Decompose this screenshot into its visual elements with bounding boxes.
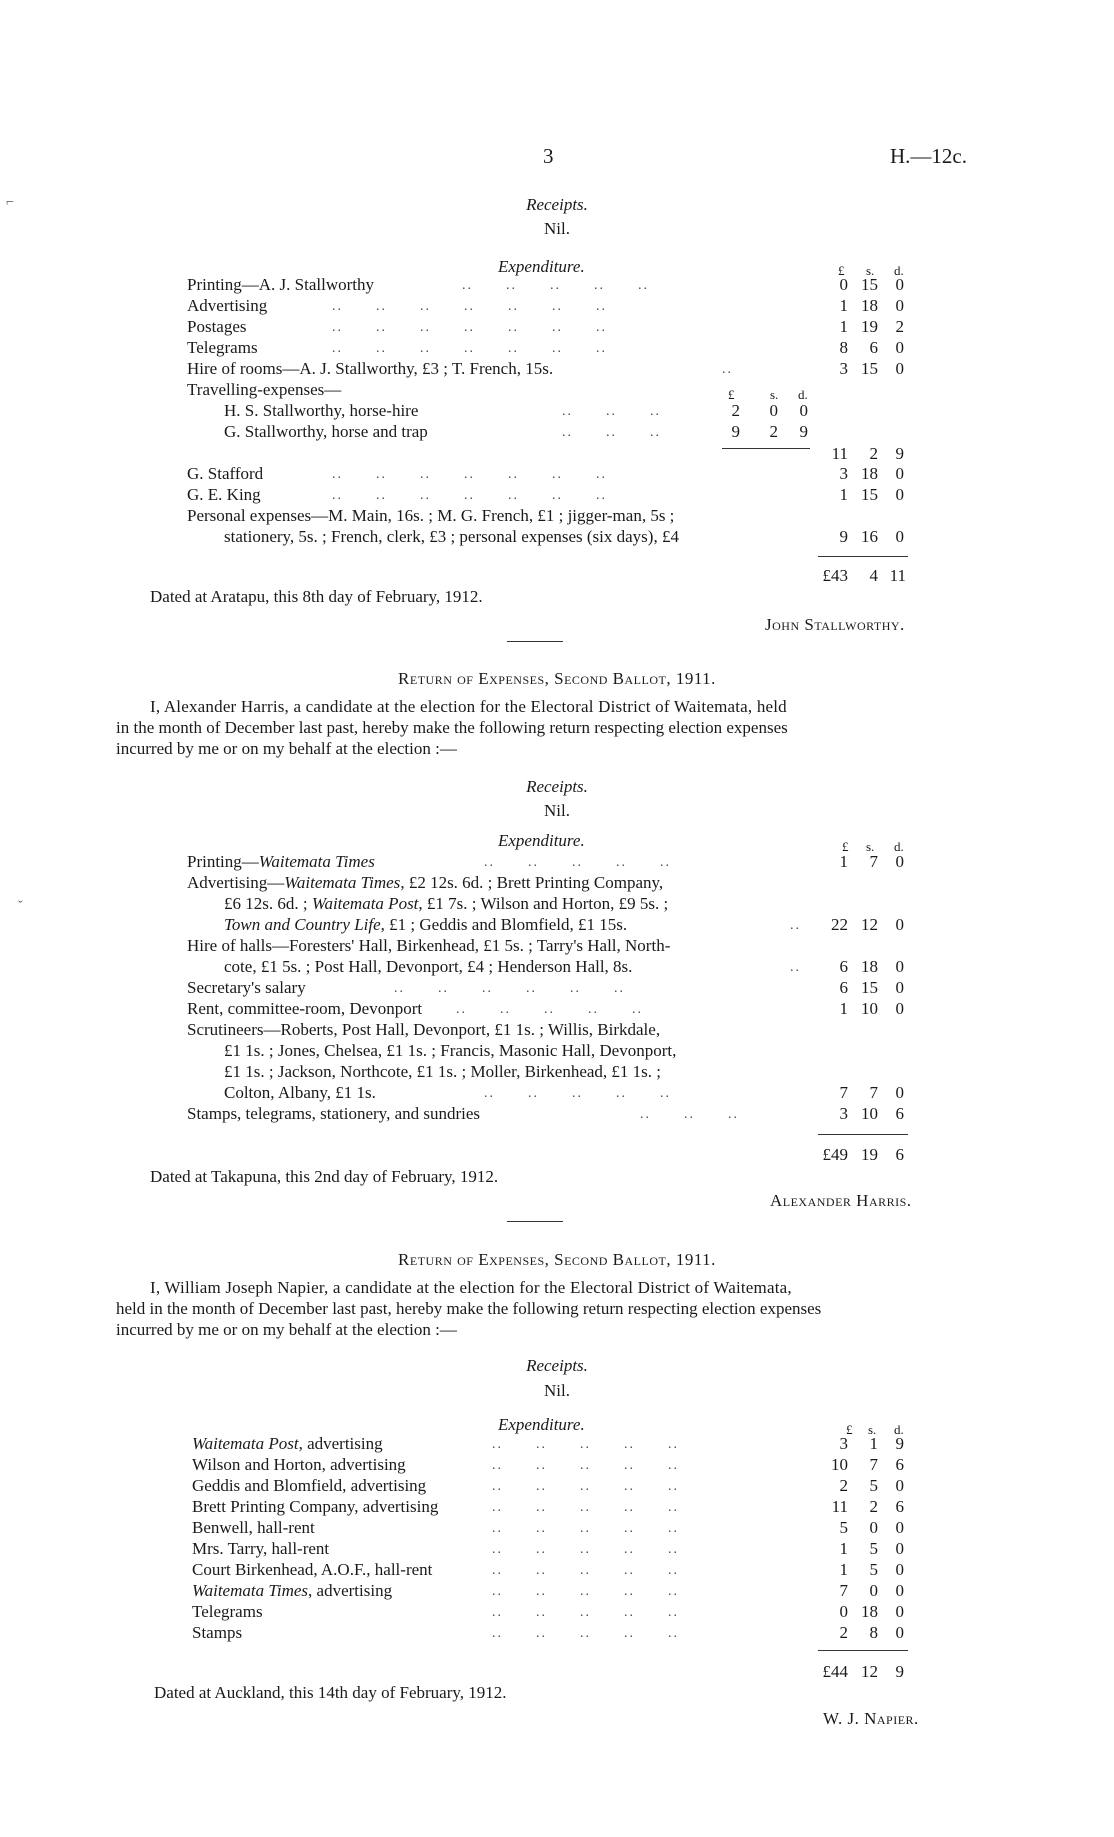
leader-dots: .. .. .. .. .. ..	[394, 981, 625, 996]
col-shillings: s.	[868, 1422, 877, 1437]
total-shillings: 19	[861, 1145, 878, 1164]
amount-pence: 0	[895, 1560, 904, 1579]
amount-shillings: 16	[861, 527, 878, 546]
amount-pence: 0	[895, 1518, 904, 1537]
leader-dots: .. .. ..	[640, 1107, 739, 1122]
advertising-line1	[187, 872, 663, 893]
total-pounds: £43	[822, 566, 848, 585]
leader-dots: .. .. .. .. ..	[492, 1479, 679, 1494]
newspaper-name: Waitemata Times	[192, 1581, 309, 1600]
expense-label: Hire of rooms—A. J. Stallworthy, £3 ; T. French, 15s.	[187, 359, 554, 378]
col-shillings: s.	[866, 263, 875, 278]
text-segment: Geddis and Blomfield, advertising	[192, 1476, 427, 1495]
dated-line: Dated at Takapuna, this 2nd day of February, 1912.	[150, 1167, 499, 1186]
dated-line: Dated at Auckland, this 14th day of February, 1912.	[154, 1683, 507, 1702]
travel-label: Travelling-expenses—	[187, 380, 342, 399]
expense-label: Stamps, telegrams, stationery, and sundries	[187, 1104, 481, 1123]
amount-shillings: 5	[869, 1476, 878, 1495]
amount-pounds: 11	[831, 1497, 848, 1516]
leader-dots: .. .. ..	[562, 404, 661, 419]
text-segment: Telegrams	[192, 1602, 263, 1621]
text-segment: , £1 ; Geddis and Blomfield, £1 15s.	[380, 915, 628, 934]
expense-label: G. Stafford	[187, 464, 264, 483]
amount-shillings: 15	[861, 275, 878, 294]
amount-pounds: 22	[831, 915, 848, 934]
leader-dots: .. .. .. .. .. .. ..	[332, 299, 607, 314]
expense-label: Advertising	[187, 296, 268, 315]
travel-pounds: 9	[731, 422, 740, 441]
amount-pounds: 10	[831, 1455, 848, 1474]
leader-dots: .. .. .. .. ..	[484, 855, 671, 870]
leader-dots: .. .. .. .. ..	[492, 1584, 679, 1599]
amount-pence: 0	[895, 275, 904, 294]
amount-shillings: 10	[861, 999, 878, 1018]
expense-label	[192, 1559, 432, 1580]
intro-line: incurred by me or on my behalf at the election :—	[116, 1320, 457, 1339]
amount-shillings: 15	[861, 978, 878, 997]
amount-pounds: 1	[839, 1560, 848, 1579]
expense-label	[192, 1622, 242, 1643]
total-rule	[818, 1134, 908, 1135]
amount-shillings: 7	[869, 1083, 878, 1102]
amount-pence: 0	[895, 1539, 904, 1558]
amount-pence: 6	[895, 1455, 904, 1474]
text-segment: Stamps	[192, 1623, 243, 1642]
intro-line: I, Alexander Harris, a candidate at the election for the Electoral District of Waitemata, held	[150, 697, 787, 716]
leader-dots: ..	[790, 960, 801, 975]
amount-shillings: 7	[869, 852, 878, 871]
expense-label	[192, 1433, 383, 1454]
signature: John Stallworthy.	[765, 615, 905, 634]
text-segment: Wilson and Horton, advertising	[192, 1455, 406, 1474]
return-title: Return of Expenses, Second Ballot, 1911.	[398, 1250, 716, 1269]
expense-label	[192, 1517, 315, 1538]
text-segment: Court Birkenhead, A.O.F., hall-rent	[192, 1560, 433, 1579]
return-title: Return of Expenses, Second Ballot, 1911.	[398, 669, 716, 688]
col-pounds: £	[846, 1422, 853, 1437]
scrutineers-line3: £1 1s. ; Jackson, Northcote, £1 1s. ; Moller, Birkenhead, £1 1s. ;	[224, 1062, 662, 1081]
expense-label	[187, 851, 375, 872]
amount-pounds: 1	[839, 999, 848, 1018]
text-segment: , advertising	[298, 1434, 383, 1453]
expense-label	[192, 1538, 329, 1559]
advertising-line3	[224, 914, 627, 935]
amount-pounds: 0	[839, 1602, 848, 1621]
amount-shillings: 7	[869, 1455, 878, 1474]
section-divider	[507, 1221, 563, 1222]
expense-label	[192, 1580, 392, 1601]
amount-pounds: 3	[839, 464, 848, 483]
leader-dots: .. .. .. .. ..	[456, 1002, 643, 1017]
text-segment: , £1 7s. ; Wilson and Horton, £9 5s. ;	[418, 894, 669, 913]
amount-shillings: 6	[869, 338, 878, 357]
leader-dots: .. .. .. .. ..	[492, 1458, 679, 1473]
amount-shillings: 12	[861, 915, 878, 934]
amount-shillings: 15	[861, 359, 878, 378]
amount-shillings: 18	[861, 296, 878, 315]
amount-pounds: 7	[839, 1083, 848, 1102]
expense-label	[192, 1601, 263, 1622]
col-shillings: s.	[866, 839, 875, 854]
travel-shillings: 2	[769, 422, 778, 441]
expense-label: Postages	[187, 317, 247, 336]
intro-line: I, William Joseph Napier, a candidate at the election for the Electoral District of Waitemata,	[150, 1278, 792, 1297]
total-shillings: 12	[861, 1662, 878, 1681]
text-segment: , advertising	[308, 1581, 393, 1600]
travel-col-shillings: s.	[770, 387, 779, 402]
personal-expenses-line1: Personal expenses—M. Main, 16s. ; M. G. French, £1 ; jigger-man, 5s ;	[187, 506, 675, 525]
amount-shillings: 15	[861, 485, 878, 504]
signature: W. J. Napier.	[823, 1709, 919, 1728]
receipts-value: Nil.	[544, 219, 570, 238]
newspaper-name: Town and Country Life	[224, 915, 381, 934]
leader-dots: .. .. .. .. .. .. ..	[332, 467, 607, 482]
col-pounds: £	[842, 839, 849, 854]
amount-shillings: 5	[869, 1539, 878, 1558]
leader-dots: ..	[790, 918, 801, 933]
amount-pence: 2	[895, 317, 904, 336]
amount-pence: 6	[895, 1104, 904, 1123]
amount-pounds: 2	[839, 1623, 848, 1642]
amount-shillings: 8	[869, 1623, 878, 1642]
amount-pence: 0	[895, 852, 904, 871]
amount-pence: 6	[895, 1497, 904, 1516]
amount-pence: 0	[895, 1083, 904, 1102]
travel-sub-label: H. S. Stallworthy, horse-hire	[224, 401, 419, 420]
subtotal-shillings: 2	[869, 444, 878, 463]
expense-label	[192, 1496, 438, 1517]
signature: Alexander Harris.	[770, 1191, 912, 1210]
amount-pence: 0	[895, 999, 904, 1018]
amount-pounds: 3	[839, 1434, 848, 1453]
amount-pence: 0	[895, 915, 904, 934]
amount-pounds: 1	[839, 1539, 848, 1558]
amount-pounds: 8	[839, 338, 848, 357]
col-pounds: £	[838, 263, 845, 278]
subtotal-pounds: 11	[831, 444, 848, 463]
text-segment: Brett Printing Company, advertising	[192, 1497, 439, 1516]
col-pence: d.	[894, 839, 904, 854]
expense-label: G. E. King	[187, 485, 261, 504]
amount-shillings: 5	[869, 1560, 878, 1579]
amount-pounds: 5	[839, 1518, 848, 1537]
leader-dots: .. .. .. .. ..	[462, 278, 649, 293]
leader-dots: .. .. .. .. ..	[492, 1521, 679, 1536]
total-rule	[818, 556, 908, 557]
amount-pounds: 1	[839, 852, 848, 871]
amount-shillings: 18	[861, 464, 878, 483]
col-pence: d.	[894, 263, 904, 278]
amount-pounds: 7	[839, 1581, 848, 1600]
halls-line1: Hire of halls—Foresters' Hall, Birkenhead, £1 5s. ; Tarry's Hall, North-	[187, 936, 671, 955]
subtotal-pence: 9	[895, 444, 904, 463]
travel-sub-label: G. Stallworthy, horse and trap	[224, 422, 428, 441]
amount-pounds: 0	[839, 275, 848, 294]
leader-dots: .. .. .. .. ..	[484, 1086, 671, 1101]
margin-mark: ˇ	[18, 899, 23, 914]
dated-line: Dated at Aratapu, this 8th day of February, 1912.	[150, 587, 483, 606]
intro-line: in the month of December last past, hereby make the following return respecting election expenses	[116, 718, 788, 737]
amount-shillings: 19	[861, 317, 878, 336]
amount-shillings: 2	[869, 1497, 878, 1516]
travel-shillings: 0	[769, 401, 778, 420]
expense-label-prefix: Printing—	[187, 852, 259, 871]
amount-shillings: 0	[869, 1518, 878, 1537]
expense-label	[192, 1475, 426, 1496]
travel-pounds: 2	[731, 401, 740, 420]
amount-pence: 9	[895, 1434, 904, 1453]
halls-line2: cote, £1 5s. ; Post Hall, Devonport, £4 ; Henderson Hall, 8s.	[224, 957, 633, 976]
amount-pounds: 1	[839, 296, 848, 315]
amount-pence: 0	[895, 527, 904, 546]
amount-pounds: 3	[839, 359, 848, 378]
page-number: 3	[543, 144, 554, 168]
amount-pounds: 2	[839, 1476, 848, 1495]
expense-label: Secretary's salary	[187, 978, 306, 997]
expense-label: Telegrams	[187, 338, 258, 357]
leader-dots: ..	[722, 362, 733, 377]
total-pounds: £49	[822, 1145, 848, 1164]
amount-shillings: 10	[861, 1104, 878, 1123]
amount-pence: 0	[895, 485, 904, 504]
newspaper-name: Waitemata Post	[311, 894, 419, 913]
amount-pounds: 6	[839, 978, 848, 997]
expenditure-heading: Expenditure.	[498, 831, 585, 850]
amount-pounds: 3	[839, 1104, 848, 1123]
travel-col-pence: d.	[798, 387, 808, 402]
travel-subtotal-rule	[722, 448, 810, 449]
leader-dots: .. .. .. .. .. .. ..	[332, 488, 607, 503]
amount-shillings: 18	[861, 957, 878, 976]
leader-dots: .. .. .. .. ..	[492, 1563, 679, 1578]
leader-dots: .. .. .. .. ..	[492, 1626, 679, 1641]
section-divider	[507, 641, 563, 642]
total-pence: 9	[895, 1662, 904, 1681]
personal-expenses-line2: stationery, 5s. ; French, clerk, £3 ; personal expenses (six days), £4	[224, 527, 679, 546]
amount-shillings: 0	[869, 1581, 878, 1600]
amount-pence: 0	[895, 1623, 904, 1642]
leader-dots: .. .. .. .. .. .. ..	[332, 320, 607, 335]
amount-pence: 0	[895, 464, 904, 483]
document-reference: H.—12c.	[890, 144, 967, 168]
amount-shillings: 18	[861, 1602, 878, 1621]
total-pence: 11	[889, 566, 906, 585]
total-pence: 6	[895, 1145, 904, 1164]
total-shillings: 4	[869, 566, 878, 585]
amount-shillings: 1	[869, 1434, 878, 1453]
newspaper-name: Waitemata Times	[258, 852, 375, 871]
amount-pence: 0	[895, 296, 904, 315]
travel-col-pounds: £	[728, 387, 735, 402]
expense-label: Printing—A. J. Stallworthy	[187, 275, 375, 294]
amount-pounds: 9	[839, 527, 848, 546]
receipts-heading: Receipts.	[526, 195, 588, 214]
receipts-heading: Receipts.	[526, 1356, 588, 1375]
amount-pence: 0	[895, 978, 904, 997]
amount-pounds: 6	[839, 957, 848, 976]
amount-pounds: 1	[839, 485, 848, 504]
total-rule	[818, 1650, 908, 1651]
amount-pence: 0	[895, 957, 904, 976]
travel-pence: 9	[799, 422, 808, 441]
scrutineers-line2: £1 1s. ; Jones, Chelsea, £1 1s. ; Francis, Masonic Hall, Devonport,	[224, 1041, 677, 1060]
expense-label	[192, 1454, 406, 1475]
amount-pence: 0	[895, 1581, 904, 1600]
text-segment: £6 12s. 6d. ;	[224, 894, 312, 913]
intro-line: incurred by me or on my behalf at the election :—	[116, 739, 457, 758]
leader-dots: .. .. .. .. ..	[492, 1542, 679, 1557]
scrutineers-line4: Colton, Albany, £1 1s.	[224, 1083, 376, 1102]
amount-pence: 0	[895, 338, 904, 357]
expense-label: Rent, committee-room, Devonport	[187, 999, 423, 1018]
travel-pence: 0	[799, 401, 808, 420]
text-segment: Advertising—	[187, 873, 285, 892]
leader-dots: .. .. ..	[562, 425, 661, 440]
text-segment: Benwell, hall-rent	[192, 1518, 315, 1537]
amount-pence: 0	[895, 359, 904, 378]
text-segment: , £2 12s. 6d. ; Brett Printing Company,	[400, 873, 664, 892]
text-segment: Mrs. Tarry, hall-rent	[192, 1539, 330, 1558]
intro-line: held in the month of December last past, hereby make the following return respecting election expenses	[116, 1299, 822, 1318]
receipts-value: Nil.	[544, 1381, 570, 1400]
amount-pence: 0	[895, 1602, 904, 1621]
margin-mark: ⌐	[6, 195, 14, 210]
amount-pounds: 1	[839, 317, 848, 336]
col-pence: d.	[894, 1422, 904, 1437]
leader-dots: .. .. .. .. ..	[492, 1500, 679, 1515]
leader-dots: .. .. .. .. ..	[492, 1605, 679, 1620]
leader-dots: .. .. .. .. .. .. ..	[332, 341, 607, 356]
receipts-heading: Receipts.	[526, 777, 588, 796]
scrutineers-line1: Scrutineers—Roberts, Post Hall, Devonport, £1 1s. ; Willis, Birkdale,	[187, 1020, 661, 1039]
amount-pence: 0	[895, 1476, 904, 1495]
newspaper-name: Waitemata Post	[192, 1434, 299, 1453]
expenditure-heading: Expenditure.	[498, 257, 585, 276]
receipts-value: Nil.	[544, 801, 570, 820]
newspaper-name: Waitemata Times	[284, 873, 401, 892]
leader-dots: .. .. .. .. ..	[492, 1437, 679, 1452]
total-pounds: £44	[822, 1662, 848, 1681]
expenditure-heading: Expenditure.	[498, 1415, 585, 1434]
advertising-line2	[224, 893, 668, 914]
